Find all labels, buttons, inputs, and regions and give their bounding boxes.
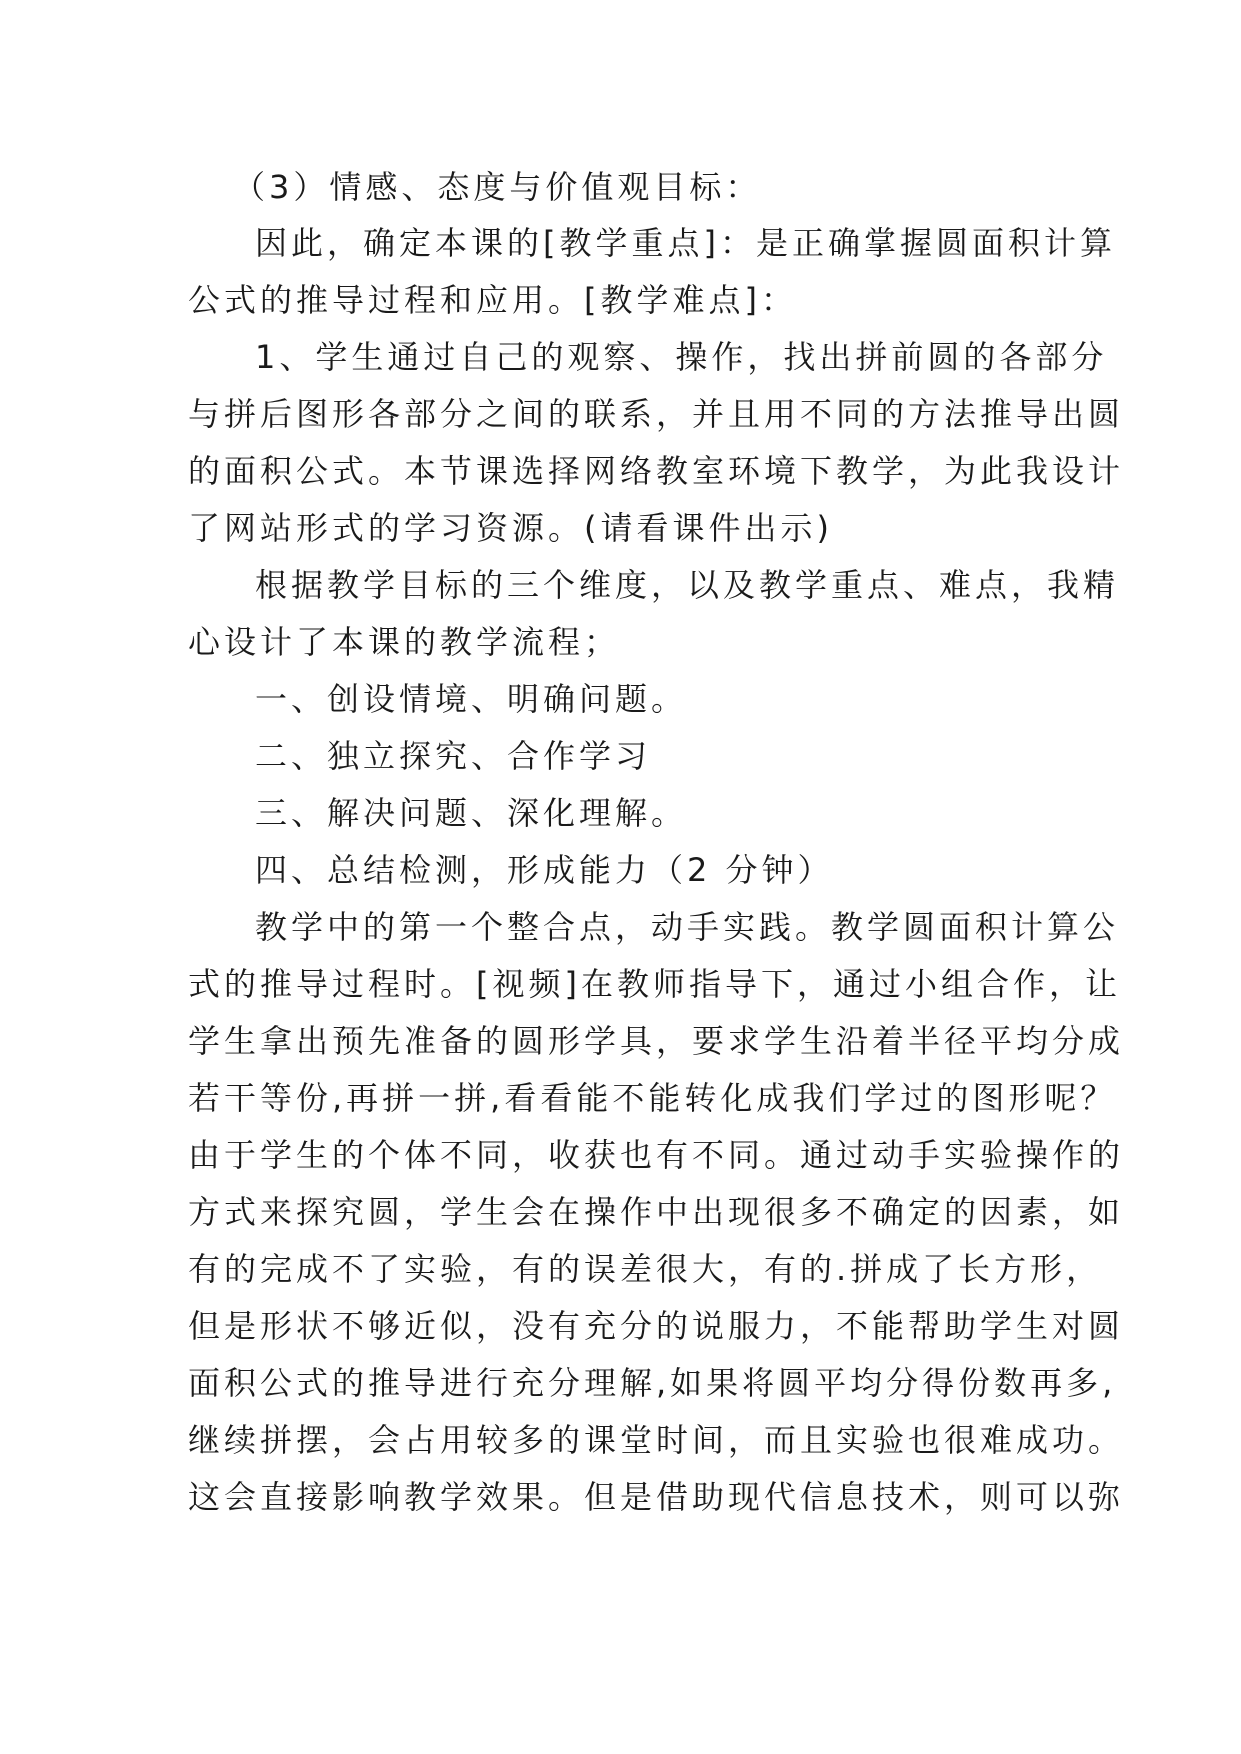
text-line: 方式来探究圆，学生会在操作中出现很多不确定的因素，如 xyxy=(188,1193,1125,1231)
text-line: 由于学生的个体不同，收获也有不同。通过动手实验操作的 xyxy=(188,1136,1125,1174)
text-line: 式的推导过程时。[视频]在教师指导下，通过小组合作，让 xyxy=(188,965,1121,1003)
text-line: 有的完成不了实验，有的误差很大，有的.拼成了长方形， xyxy=(188,1250,1103,1288)
text-line: 的面积公式。本节课选择网络教室环境下教学，为此我设计 xyxy=(188,452,1125,490)
text-line: 了网站形式的学习资源。(请看课件出示) xyxy=(188,509,833,547)
text-line: 一、创设情境、明确问题。 xyxy=(255,680,688,718)
text-line: 面积公式的推导进行充分理解,如果将圆平均分得份数再多, xyxy=(188,1364,1117,1402)
text-line: 教学中的第一个整合点，动手实践。教学圆面积计算公 xyxy=(255,908,1120,946)
text-line: 二、独立探究、合作学习 xyxy=(255,737,652,775)
text-line: 根据教学目标的三个维度，以及教学重点、难点，我精 xyxy=(255,566,1120,604)
text-line: （3）情感、态度与价值观目标： xyxy=(233,168,762,206)
text-line: 因此，确定本课的[教学重点]：是正确掌握圆面积计算 xyxy=(255,224,1116,262)
text-line: 若干等份,再拼一拼,看看能不能转化成我们学过的图形呢？ xyxy=(188,1079,1117,1117)
text-line: 但是形状不够近似，没有充分的说服力，不能帮助学生对圆 xyxy=(188,1307,1125,1345)
text-line: 公式的推导过程和应用。[教学难点]： xyxy=(188,281,797,319)
text-line: 1、学生通过自己的观察、操作，找出拼前圆的各部分 xyxy=(255,338,1108,376)
text-line: 这会直接影响教学效果。但是借助现代信息技术，则可以弥 xyxy=(188,1478,1125,1516)
text-line: 继续拼摆，会占用较多的课堂时间，而且实验也很难成功。 xyxy=(188,1421,1125,1459)
text-line: 与拼后图形各部分之间的联系，并且用不同的方法推导出圆 xyxy=(188,395,1125,433)
text-line: 心设计了本课的教学流程； xyxy=(188,623,621,661)
text-line: 四、总结检测，形成能力（2 分钟） xyxy=(255,851,834,889)
text-line: 三、解决问题、深化理解。 xyxy=(255,794,688,832)
text-line: 学生拿出预先准备的圆形学具，要求学生沿着半径平均分成 xyxy=(188,1022,1125,1060)
